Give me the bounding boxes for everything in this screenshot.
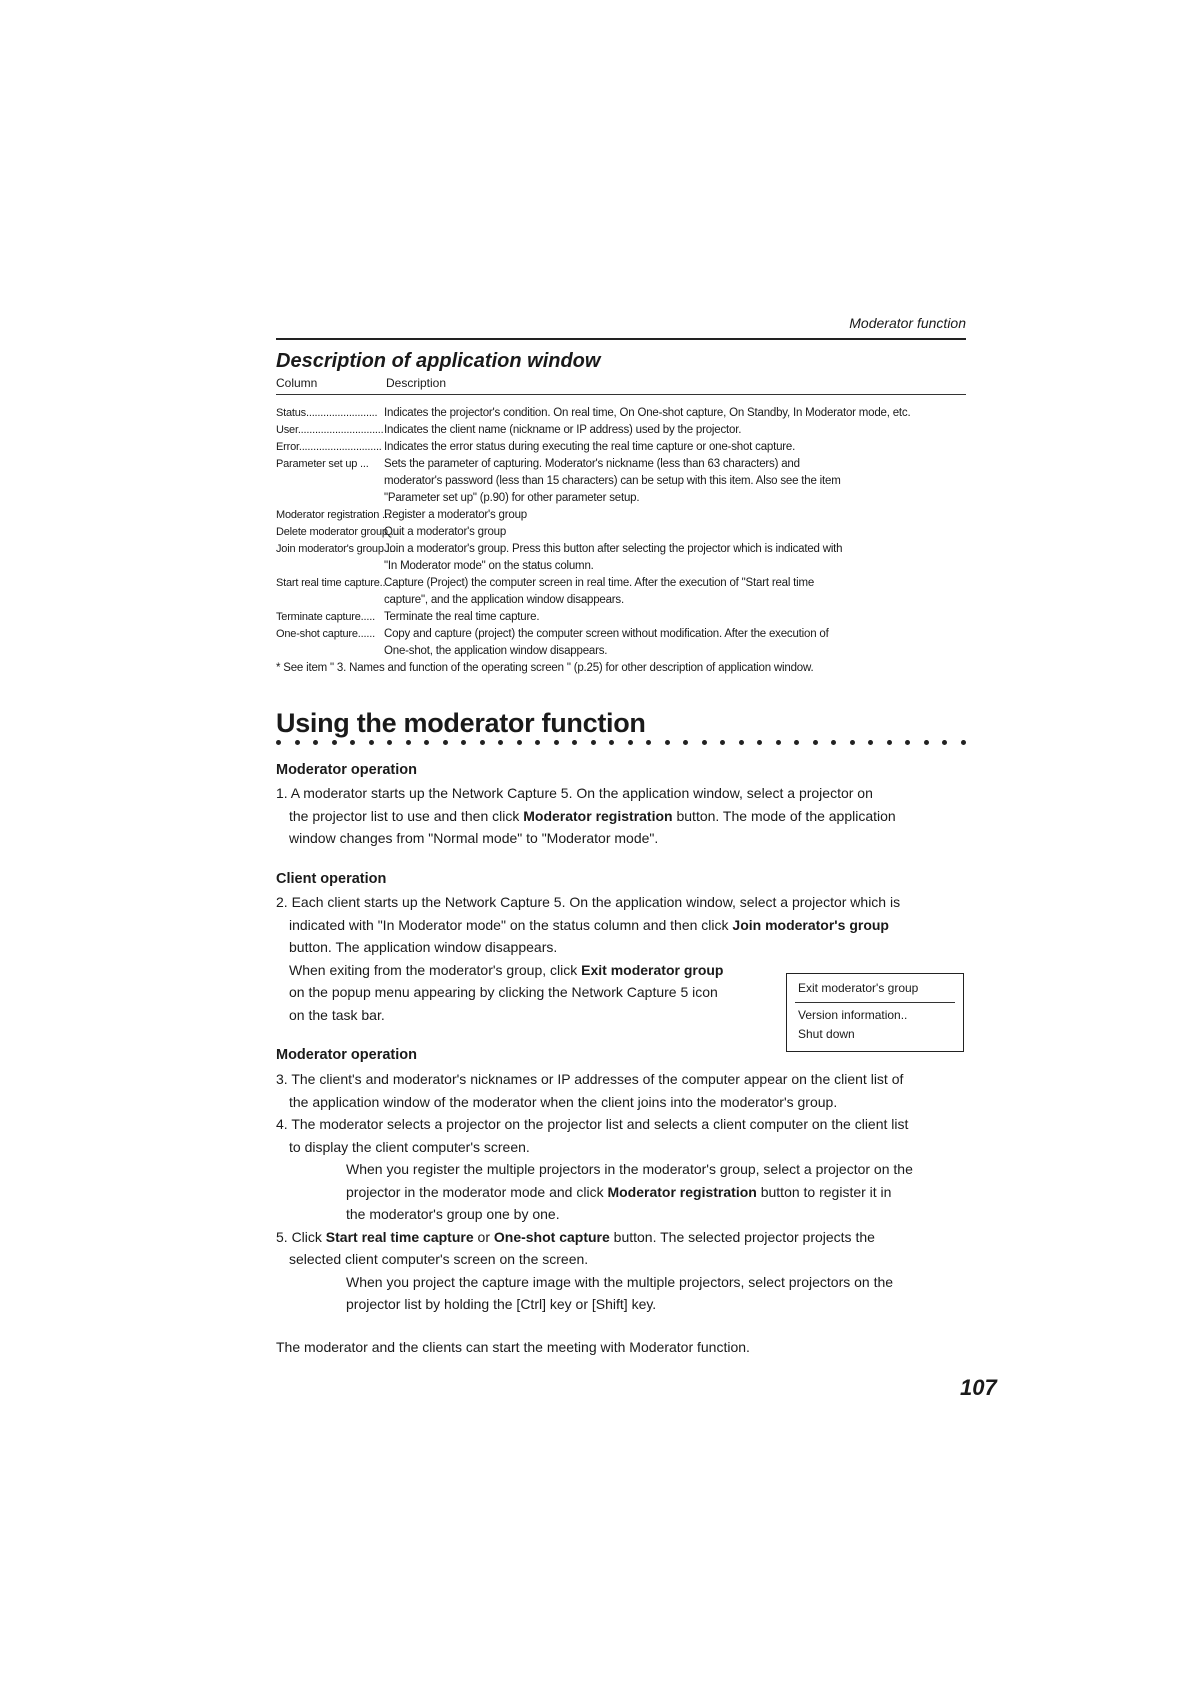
description-text: "In Moderator mode" on the status column. — [384, 560, 594, 572]
step-5-note-line-1: When you project the capture image with the multiple projectors, select projectors on the — [346, 1273, 894, 1290]
divider-dot — [757, 740, 762, 745]
step-5-text-2: or — [473, 1228, 494, 1245]
step-1 — [276, 782, 966, 850]
divider-dot — [480, 740, 485, 745]
description-text: Indicates the client name (nickname or IP address) used by the projector. — [384, 424, 742, 436]
divider-dot — [720, 740, 725, 745]
divider-dot — [942, 740, 947, 745]
description-column-name: Status......................... — [276, 407, 378, 419]
divider-dot — [591, 740, 596, 745]
step-3-line-1: 3. The client's and moderator's nicknames or IP addresses of the computer appear on the client list of — [276, 1071, 904, 1087]
description-row — [276, 490, 966, 507]
description-column-name: Terminate capture..... — [276, 611, 375, 623]
description-column-name — [276, 490, 384, 507]
exit-line-2: on the popup menu appearing by clicking the Network Capture 5 icon — [289, 984, 718, 1000]
description-column-name: Join moderator's group ... — [276, 543, 396, 555]
step-4-note-line-2 — [276, 1181, 966, 1204]
description-row — [276, 592, 966, 609]
description-row — [276, 507, 966, 524]
description-row — [276, 643, 966, 660]
step-2-line-1: 2. Each client starts up the Network Capture 5. On the application window, select a projector which is — [276, 894, 901, 910]
step-3-line-2: the application window of the moderator when the client joins into the moderator's group. — [289, 1093, 838, 1110]
divider-dot — [461, 740, 466, 745]
exit-text: When exiting from the moderator's group, click — [289, 961, 582, 978]
step-1-text-2: button. The mode of the application — [672, 807, 896, 824]
divider-dot — [813, 740, 818, 745]
divider-dot — [887, 740, 892, 745]
description-column-name: Moderator registration ... — [276, 509, 391, 521]
divider-dot — [369, 740, 374, 745]
description-row — [276, 439, 966, 456]
divider-dot — [683, 740, 688, 745]
step-5-note-line-2: projector list by holding the [Ctrl] key or [Shift] key. — [346, 1296, 657, 1312]
description-row — [276, 558, 966, 575]
description-column-name: Start real time capture.. — [276, 577, 386, 589]
step-1-line-3: window changes from "Normal mode" to "Moderator mode". — [289, 830, 659, 846]
closing-text: The moderator and the clients can start the meeting with Moderator function. — [276, 1339, 750, 1355]
description-text: "Parameter set up" (p.90) for other parameter setup. — [384, 492, 640, 504]
step-4-note-text-2: button to register it in — [756, 1183, 892, 1200]
step-4-note-bold: Moderator registration — [607, 1183, 757, 1200]
divider-dot — [831, 740, 836, 745]
popup-separator — [795, 1002, 955, 1003]
description-text: moderator's password (less than 15 characters) can be setup with this item. Also see the item — [384, 475, 841, 487]
step-2-bold: Join moderator's group — [732, 916, 889, 933]
description-column-name: Delete moderator group ... — [276, 526, 400, 538]
step-5-text: 5. Click — [276, 1228, 326, 1245]
exit-line-3: on the task bar. — [289, 1006, 385, 1023]
divider-dot — [424, 740, 429, 745]
popup-item-version-information[interactable]: Version information.. — [798, 1008, 908, 1022]
divider-dot — [739, 740, 744, 745]
step-5-bold-2: One-shot capture — [493, 1228, 610, 1245]
step-1-bold: Moderator registration — [523, 807, 673, 824]
description-column-name — [276, 592, 384, 609]
description-text: Terminate the real time capture. — [384, 611, 540, 623]
step-5-line-2: selected client computer's screen on the screen. — [289, 1251, 589, 1267]
divider-dot — [572, 740, 577, 745]
divider-dot — [350, 740, 355, 745]
step-5-text-3: button. The selected projector projects the — [609, 1228, 875, 1245]
divider-dot — [665, 740, 670, 745]
page-number: 107 — [960, 1375, 997, 1400]
divider-dot — [609, 740, 614, 745]
divider-dot — [776, 740, 781, 745]
description-row — [276, 524, 966, 541]
step-1-line-1: 1. A moderator starts up the Network Capture 5. On the application window, select a projector on — [276, 785, 873, 801]
description-text: Copy and capture (project) the computer screen without modification. After the execution of — [384, 628, 829, 640]
description-column-name: Parameter set up ... — [276, 458, 369, 470]
step-5-bold-1: Start real time capture — [325, 1228, 474, 1245]
divider-dot — [628, 740, 633, 745]
divider-dot — [961, 740, 966, 745]
running-header: Moderator function — [849, 315, 966, 331]
popup-menu — [786, 973, 964, 1052]
step-1-line-2 — [276, 805, 966, 828]
steps-3-5 — [276, 1068, 966, 1316]
description-column-name — [276, 473, 384, 490]
description-row — [276, 575, 966, 592]
description-text: Register a moderator's group — [384, 509, 527, 521]
exit-bold: Exit moderator group — [581, 961, 724, 978]
see-item-note: * See item " 3. Names and function of the operating screen " (p.25) for other description of application window. — [276, 662, 814, 674]
step-2-line-2 — [276, 914, 966, 937]
step-2-text: indicated with "In Moderator mode" on the status column and then click — [289, 916, 733, 933]
divider-dot — [924, 740, 929, 745]
divider-dot — [498, 740, 503, 745]
description-text: Capture (Project) the computer screen in real time. After the execution of "Start real time — [384, 577, 815, 589]
divider-dot — [905, 740, 910, 745]
description-column-name — [276, 643, 384, 660]
step-4-note-text: projector in the moderator mode and click — [346, 1183, 608, 1200]
popup-item-shut-down[interactable]: Shut down — [798, 1027, 855, 1041]
step-1-text: the projector list to use and then click — [289, 807, 524, 824]
step-4-note-line-3: the moderator's group one by one. — [346, 1206, 560, 1222]
popup-item-exit-moderator-group[interactable]: Exit moderator's group — [798, 981, 919, 995]
divider-dot — [313, 740, 318, 745]
description-column-name: One-shot capture...... — [276, 628, 375, 640]
divider-dot — [794, 740, 799, 745]
header-rule — [276, 338, 966, 340]
divider-dot — [554, 740, 559, 745]
description-row — [276, 609, 966, 626]
divider-dot — [443, 740, 448, 745]
description-row — [276, 626, 966, 643]
description-text: Indicates the projector's condition. On real time, On One-shot capture, On Standby, In Moderator mode, etc. — [384, 407, 911, 419]
step-4-note-line-1: When you register the multiple projectors in the moderator's group, select a projector on the — [346, 1161, 913, 1177]
moderator-operation-heading-2: Moderator operation — [276, 1047, 417, 1063]
divider-dot — [406, 740, 411, 745]
description-header: Description — [386, 376, 447, 390]
description-text: Indicates the error status during executing the real time capture or one-shot capture. — [384, 441, 796, 453]
divider-dot — [535, 740, 540, 745]
divider-dot — [332, 740, 337, 745]
step-4-line-2: to display the client computer's screen. — [289, 1138, 530, 1155]
dotted-divider — [276, 740, 966, 745]
divider-dot — [387, 740, 392, 745]
main-heading: Using the moderator function — [276, 708, 646, 738]
description-text: Quit a moderator's group — [384, 526, 507, 538]
description-column-name — [276, 558, 384, 575]
section-title: Description of application window — [276, 350, 601, 372]
divider-dot — [276, 740, 281, 745]
description-row — [276, 422, 966, 439]
divider-dot — [868, 740, 873, 745]
divider-dot — [517, 740, 522, 745]
step-5-line-1 — [276, 1226, 966, 1249]
description-table — [276, 405, 966, 677]
step-4-line-1: 4. The moderator selects a projector on the projector list and selects a client computer on the client list — [276, 1116, 909, 1132]
description-text: capture", and the application window disappears. — [384, 594, 624, 606]
description-text: Join a moderator's group. Press this button after selecting the projector which is indicated with — [384, 543, 843, 555]
divider-dot — [295, 740, 300, 745]
description-column-name: Error............................. — [276, 441, 382, 453]
divider-dot — [646, 740, 651, 745]
description-row — [276, 473, 966, 490]
description-text: One-shot, the application window disappears. — [384, 645, 608, 657]
column-header: Column — [276, 376, 318, 390]
step-2-line-3: button. The application window disappears. — [289, 939, 558, 955]
moderator-operation-heading: Moderator operation — [276, 762, 417, 778]
client-operation-heading: Client operation — [276, 871, 387, 887]
divider-dot — [702, 740, 707, 745]
description-column-name: User.............................. — [276, 424, 384, 436]
description-row — [276, 405, 966, 422]
description-row — [276, 456, 966, 473]
divider-dot — [850, 740, 855, 745]
description-row — [276, 541, 966, 558]
description-text: Sets the parameter of capturing. Moderator's nickname (less than 63 characters) and — [384, 458, 800, 470]
column-rule — [276, 394, 966, 395]
